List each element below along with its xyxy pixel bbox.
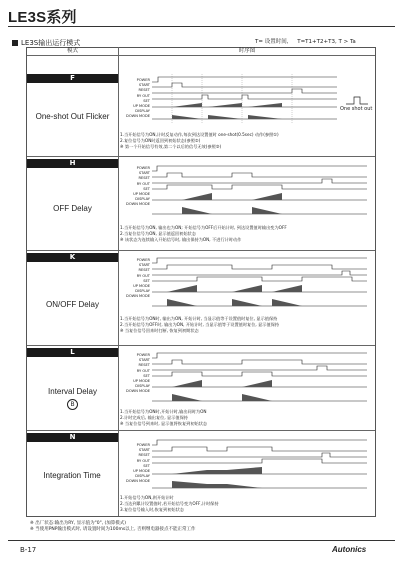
signal-label: START (138, 263, 150, 268)
mode-name-interval-delay: Interval Delay (48, 387, 97, 396)
signal-label: START (138, 448, 150, 453)
brand-logo: Autonics (332, 545, 367, 554)
signal-label: RY OUT (136, 458, 150, 463)
notes-l (120, 409, 375, 427)
timing-diagram-n (152, 436, 367, 496)
signal-label: SET (143, 463, 150, 468)
signal-label: DOWN MODE (126, 202, 150, 207)
signal-label: DOWN MODE (126, 389, 150, 394)
page-number: B-17 (20, 546, 37, 554)
footnote: ※ 出厂状态:输出为RY, 显示值为"0", (加算模式) (30, 521, 127, 526)
signal-label: DISPLAY (135, 109, 150, 114)
signal-label: SET (143, 186, 150, 191)
series-title: LE3S系列 (8, 9, 77, 26)
signal-label: RESET (138, 363, 150, 368)
signal-label: DISPLAY (135, 197, 150, 202)
signal-label: SET (143, 373, 150, 378)
mode-name-integration-time: Integration Time (43, 471, 101, 480)
signal-label: POWER (136, 443, 150, 447)
signal-labels (118, 166, 150, 208)
signal-label: DISPLAY (135, 474, 150, 479)
note-line: 2.当开始信号为OFF时, 输出为ON, 开始计时, 当显示值等于设置值时复位, 显示值保持 (120, 322, 280, 327)
signal-label: START (138, 83, 150, 88)
signal-label: SET (143, 98, 150, 103)
note-line: 2.复位信号为ON时返回到初始状态(参照②) (120, 138, 201, 143)
note-line: 1.当开始信号为ON时, 输出为ON, 开始计时, 当显示值等于设置值时复位, 显示值保持 (120, 316, 278, 321)
signal-label: RY OUT (136, 93, 150, 98)
row-divider (27, 430, 375, 431)
note-line: 1.开始信号为ON,则开始计时 (120, 495, 174, 500)
mode-name-one-shot: One-shot Out Flicker (35, 112, 110, 121)
signal-labels (118, 78, 150, 120)
signal-label: START (138, 171, 150, 176)
note-line: ※ 第一个开始信号有效,第二个以后的信号无效(参照③) (120, 144, 222, 149)
signal-label: RESET (138, 88, 150, 93)
note-line: 2.当达到累计设置值时,若开始信号变为OFF,计时保持 (120, 501, 219, 506)
mode-letter-k: K (27, 253, 118, 262)
notes-h (120, 225, 375, 243)
mode-letter-h: H (27, 159, 118, 168)
note-line: 2.当复位信号为ON, 显示值返回初始状态 (120, 231, 196, 236)
one-shot-icon (346, 94, 368, 106)
mode-name-on-off-delay: ON/OFF Delay (46, 300, 99, 309)
signal-label: SET (143, 278, 150, 283)
signal-label: RY OUT (136, 181, 150, 186)
signal-label: RESET (138, 176, 150, 181)
signal-labels (118, 443, 150, 485)
one-shot-label: One shot out (340, 106, 373, 112)
mode-name-off-delay: OFF Delay (53, 204, 92, 213)
signal-label: UP MODE (133, 379, 150, 384)
timing-diagram-k (152, 254, 367, 314)
note-line: 2.计时完成后, 输出复位, 显示值保持 (120, 415, 188, 420)
formula-t-label: T= 设置时间, (255, 39, 289, 45)
column-header-mode: 模式 (66, 48, 78, 54)
signal-label: DOWN MODE (126, 479, 150, 484)
mode-letter-l: L (27, 348, 118, 357)
signal-label: POWER (136, 166, 150, 170)
signal-label: POWER (136, 258, 150, 262)
note-line: 3.复位信号输入时,恢复到初始状态 (120, 507, 184, 512)
signal-label: UP MODE (133, 104, 150, 109)
signal-label: DOWN MODE (126, 294, 150, 299)
note-line: ※ 该状态为连续输入开始信号时, 输出保持为ON, 不进行计时动作 (120, 237, 242, 242)
signal-label: UP MODE (133, 192, 150, 197)
formula-equation: T=T1+T2+T3, T > Ta (297, 39, 356, 45)
note-line: ※ 当复位信号回来时打断, 恢复到初期状态 (120, 328, 199, 333)
row-divider (27, 345, 375, 346)
formula (255, 37, 356, 45)
square-bullet-icon (12, 40, 18, 46)
timing-diagram-l (152, 349, 367, 409)
note-line: 1.当开始信号为ON, 输出也为ON; 开始信号为OFF后开始计时, 到达设置值时输出变为OFF (120, 225, 287, 230)
column-header-timing: 时序图 (238, 48, 256, 54)
row-divider (27, 250, 375, 251)
mode-letter-f: F (27, 74, 118, 83)
footnote: ※ 当使用PNP输出模式时, 请设置时间为100ms以上, 否则继电器接点不能正常工作 (30, 527, 196, 532)
mode-letter-n: N (27, 433, 118, 442)
signal-label: POWER (136, 353, 150, 357)
signal-labels (118, 353, 150, 395)
signal-label: POWER (136, 78, 150, 82)
section-title: LE3S输出运行模式 (21, 39, 81, 47)
note-line: ※ 当复位信号到来时, 显示值将恢复到初始状态 (120, 421, 208, 426)
note-line: 1.当开始信号为ON时,开始计时,输出同时为ON (120, 409, 207, 414)
signal-label: RY OUT (136, 273, 150, 278)
timing-diagram-f (152, 74, 337, 136)
signal-label: START (138, 358, 150, 363)
mode-badge: B (67, 399, 78, 410)
signal-label: DOWN MODE (126, 114, 150, 119)
notes-f (120, 132, 375, 150)
notes-n (120, 495, 375, 513)
notes-k (120, 316, 375, 334)
title-rule (8, 26, 395, 27)
signal-label: DISPLAY (135, 384, 150, 389)
signal-label: RESET (138, 268, 150, 273)
note-line: 1.当开始信号为ON,计时反复动作,每次到达设置值时 one-shot(0.5sec) 动作(参照①) (120, 132, 279, 137)
signal-label: RY OUT (136, 368, 150, 373)
header-divider (27, 55, 375, 56)
row-divider (27, 156, 375, 157)
signal-label: DISPLAY (135, 289, 150, 294)
signal-label: UP MODE (133, 284, 150, 289)
signal-label: RESET (138, 453, 150, 458)
timing-diagram-h (152, 162, 367, 222)
signal-labels (118, 258, 150, 300)
footer-rule (8, 540, 395, 541)
signal-label: UP MODE (133, 469, 150, 474)
